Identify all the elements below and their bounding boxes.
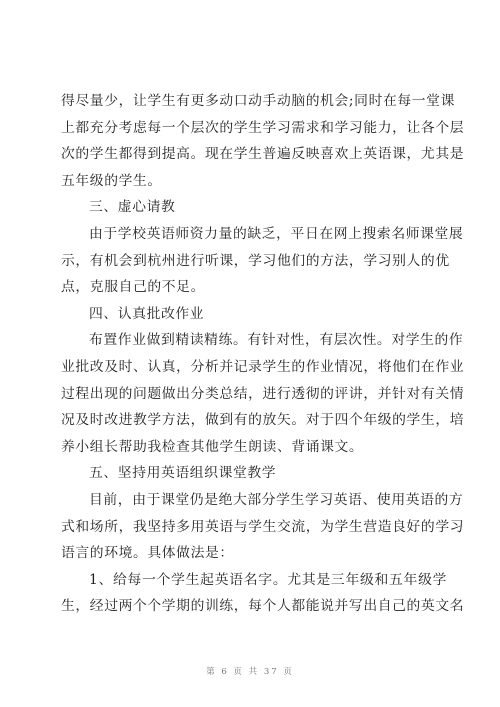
text-line-18: 语言的环境。具体做法是： [61, 545, 234, 562]
text-line-19: 1、给每一个学生起英语名字。尤其是三年级和五年级学 [89, 571, 447, 588]
section-heading-5: 五、坚持用英语组织课堂教学 [89, 465, 277, 482]
body-text [61, 88, 465, 620]
text-line-13: 况及时改进教学方法，做到有的放矢。对于四个年级的学生，培 [61, 412, 465, 429]
text-line-12: 过程出现的问题做出分类总结，进行透彻的评讲，并针对有关情 [61, 385, 465, 402]
text-line-14: 养小组长帮助我检查其他学生朗读、背诵课文。 [61, 438, 364, 455]
text-line-17: 式和场所，我坚持多用英语与学生交流，为学生营造良好的学习 [61, 518, 465, 535]
section-heading-4: 四、认真批改作业 [89, 305, 205, 322]
text-line-16: 目前，由于课堂仍是绝大部分学生学习英语、使用英语的方 [89, 491, 464, 508]
section-heading-3: 三、虚心请教 [89, 199, 176, 216]
text-line-11: 业批改及时、认真，分析并记录学生的作业情况，将他们在作业 [61, 358, 465, 375]
text-line-1: 得尽量少，让学生有更多动口动手动脑的机会;同时在每一堂课 [61, 93, 455, 109]
text-line-2: 上都充分考虑每一个层次的学生学习需求和学习能力，让各个层 [61, 119, 465, 136]
text-line-4: 五年级的学生。 [61, 172, 162, 189]
text-line-7: 示，有机会到杭州进行听课，学习他们的方法，学习别人的优 [61, 252, 450, 269]
text-line-20: 生，经过两个个学期的训练，每个人都能说并写出自己的英文名 [61, 598, 465, 615]
text-line-6: 由于学校英语师资力量的缺乏，平日在网上搜索名师课堂展 [89, 225, 464, 242]
text-line-10: 布置作业做到精读精练。有针对性，有层次性。对学生的作 [89, 332, 464, 349]
page-number-footer: 第 6 页 共 37 页 [206, 667, 294, 677]
text-line-8: 点，克服自己的不足。 [61, 279, 205, 296]
text-line-3: 次的学生都得到提高。现在学生普遍反映喜欢上英语课，尤其是 [61, 146, 465, 163]
